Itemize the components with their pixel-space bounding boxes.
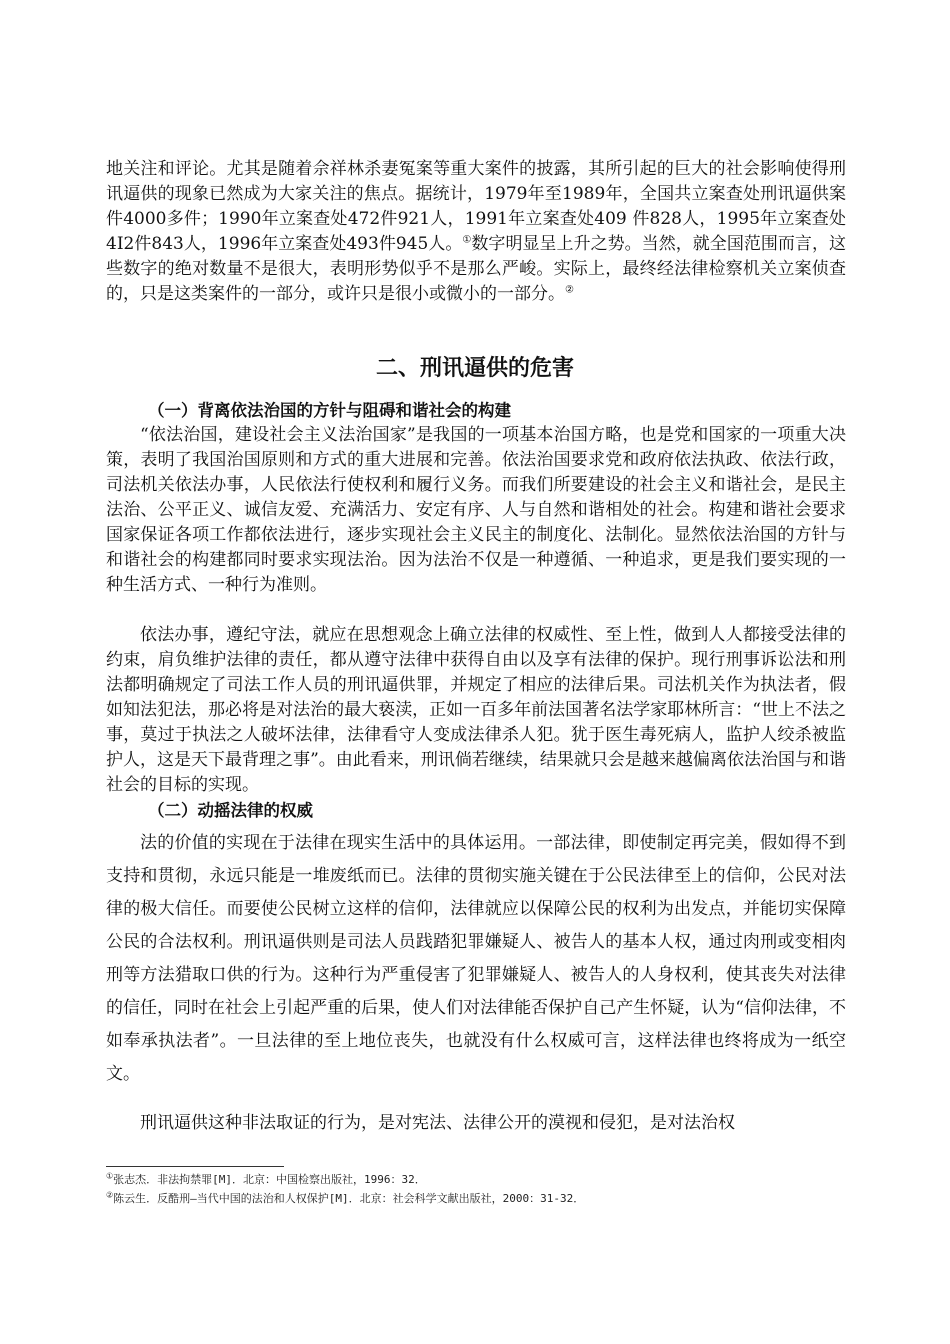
footnote-text-1: 张志杰．非法拘禁罪[M]．北京：中国检察出版社，1996：32． [113,1173,426,1186]
body-paragraph-law-abiding: 依法办事，遵纪守法，就应在思想观念上确立法律的权威性、至上性，做到人人都接受法律的约束，肩负维护法律的责任，都从遵守法律中获得自由以及享有法律的保护。现行刑事诉讼法和刑法都明确规定了司法工作人员的刑讯逼供罪，并规定了相应的法律后果。司法机关作为执法者，假如知法犯法，那必将是对法治的最大亵渎，正如一百多年前法国著名法学家耶林所言：“世上不法之事，莫过于执法之人破坏法律，法律看守人变成法律杀人犯。犹于医生毒死病人，监护人绞杀被监护人，这是天下最背理之事”。由此看来，刑讯倘若继续，结果就只会是越来越偏离依法治国与和谐社会的目标的实现。 [106,625,846,795]
body-paragraph-statistics [106,157,846,307]
footnote-ref-1[interactable]: ① [462,234,472,246]
footnote-ref-2[interactable]: ② [565,284,574,296]
footnote-text-2: 陈云生．反酷刑—当代中国的法治和人权保护[M]．北京：社会科学文献出版社，2000：31-32． [113,1192,585,1205]
paragraph-text: 地关注和评论。尤其是随着佘祥林杀妻冤案等重大案件的披露，其所引起的巨大的社会影响使得刑讯逼供的现象已然成为大家关注的焦点。据统计，1979年至1989年，全国共立案查处刑讯逼供案件4000多件；1990年立案查处472件921人，1991年立案查处409 件828人，1995年立案查处4I2件843人，1996年立案查处493件945人。 [106,159,846,254]
paragraph-text-continued: 数字明显呈上升之势。当然，就全国范围而言，这些数字的绝对数量不是很大，表明形势似乎不是那么严峻。实际上，最终经法律检察机关立案侦查的，只是这类案件的一部分，或许只是很小或微小的一部分。 [106,234,846,304]
body-paragraph-rule-of-law: “依法治国，建设社会主义法治国家”是我国的一项基本治国方略，也是党和国家的一项重大决策，表明了我国治国原则和方式的重大进展和完善。依法治国要求党和政府依法执政、依法行政，司法机关依法办事，人民依法行使权利和履行义务。而我们所要建设的社会主义和谐社会，是民主法治、公平正义、诚信友爱、充满活力、安定有序、人与自然和谐相处的社会。构建和谐社会要求国家保证各项工作都依法进行，逐步实现社会主义民主的制度化、法制化。显然依法治国的方针与和谐社会的构建都同时要求实现法治。因为法治不仅是一种遵循、一种追求，更是我们要实现的一种生活方式、一种行为准则。 [106,425,846,595]
subsection-heading-1: （一）背离依法治国的方针与阻碍和谐社会的构建 [148,401,511,420]
footnote-2 [106,1191,846,1207]
section-heading: 二、刑讯逼供的危害 [375,356,574,381]
subsection-heading-2: （二）动摇法律的权威 [148,801,313,820]
footnote-divider [106,1166,284,1167]
body-paragraph-law-authority: 法的价值的实现在于法律在现实生活中的具体运用。一部法律，即使制定再完美，假如得不到支持和贯彻，永远只能是一堆废纸而已。法律的贯彻实施关键在于公民法律至上的信仰，公民对法律的极大信任。而要使公民树立这样的信仰，法律就应以保障公民的权利为出发点，并能切实保障公民的合法权利。刑讯逼供则是司法人员践踏犯罪嫌疑人、被告人的基本人权，通过肉刑或变相肉刑等方法猎取口供的行为。这种行为严重侵害了犯罪嫌疑人、被告人的人身权利，使其丧失对法律的信任，同时在社会上引起严重的后果，使人们对法律能否保护自己产生怀疑，认为“信仰法律，不如奉承执法者”。一旦法律的至上地位丧失，也就没有什么权威可言，这样法律也终将成为一纸空文。 [106,833,846,1084]
footnote-mark-2: ② [106,1190,114,1200]
body-paragraph-illegal-evidence: 刑讯逼供这种非法取证的行为，是对宪法、法律公开的漠视和侵犯，是对法治权 [140,1113,735,1133]
footnote-mark-1: ① [106,1171,114,1181]
footnote-1 [106,1172,846,1188]
